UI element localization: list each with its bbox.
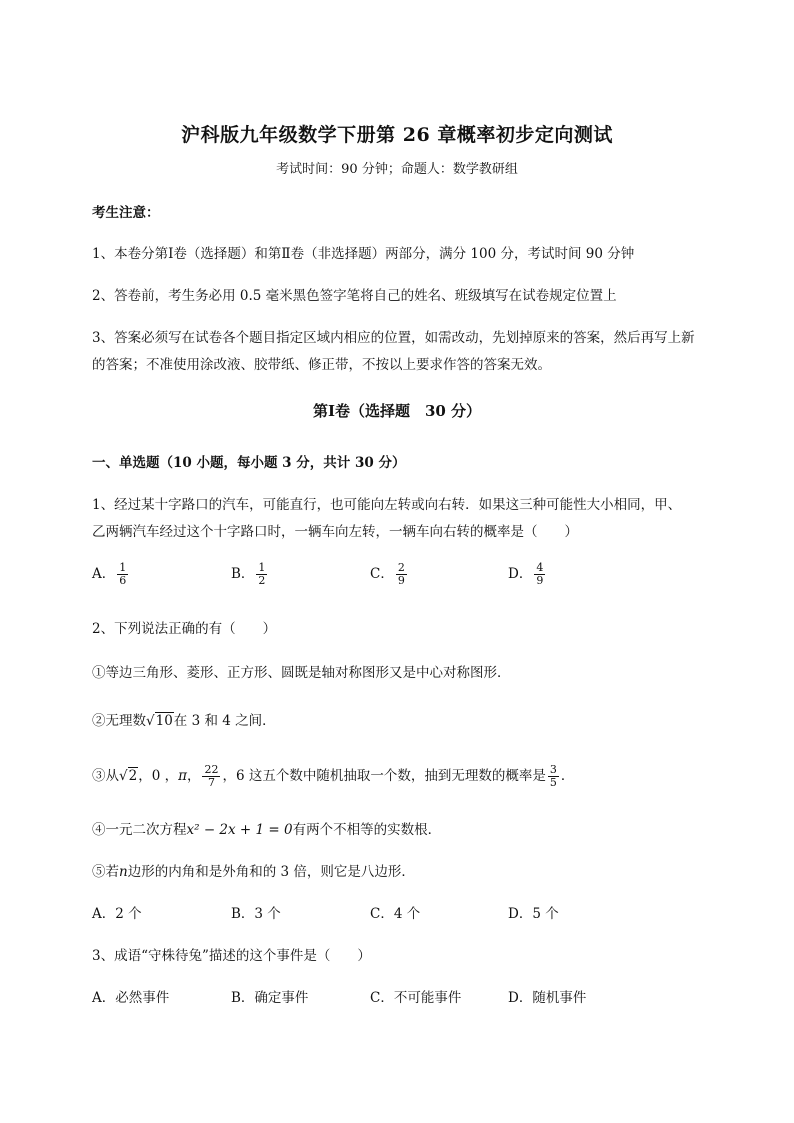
q3-stem: 3、成语“守株待兔”描述的这个事件是（ ） — [92, 948, 371, 964]
page-subtitle: 考试时间：90 分钟；命题人：数学教研组 — [276, 162, 518, 177]
q1-line-2: 乙两辆汽车经过这个十字路口时，一辆车向左转，一辆车向右转的概率是（ ） — [92, 524, 578, 540]
fraction: $\frac{3}{5}$ — [549, 763, 557, 790]
q2-option-d: D．5 个 — [508, 906, 559, 922]
q2-option-c: C．4 个 — [370, 906, 421, 922]
fraction: $\frac{22}{7}$ — [204, 763, 219, 790]
q1-option-d: D． $\frac{4}{9}$ — [508, 561, 544, 588]
q3-option-a: A．必然事件 — [92, 990, 170, 1006]
q2-option-a: A．2 个 — [92, 906, 142, 922]
fraction: $\frac{1}{6}$ — [119, 561, 127, 588]
fraction: $\frac{1}{2}$ — [258, 561, 266, 588]
fraction: $\frac{2}{9}$ — [397, 561, 405, 588]
notice-item-1: 1、本卷分第Ⅰ卷（选择题）和第Ⅱ卷（非选择题）两部分，满分 100 分，考试时间 90 分钟 — [92, 246, 635, 262]
fraction: $\frac{4}{9}$ — [536, 561, 544, 588]
sqrt-symbol: √10 — [146, 713, 173, 729]
part-1-heading: 第Ⅰ卷（选择题 30 分） — [312, 402, 482, 420]
notice-heading: 考生注意： — [92, 205, 160, 221]
equation: x² − 2x + 1 = 0 — [186, 822, 293, 838]
q2-stem: 2、下列说法正确的有（ ） — [92, 621, 277, 637]
q2-option-b: B．3 个 — [231, 906, 281, 922]
q2-statement-5: ⑤若n边形的内角和是外角和的 3 倍，则它是八边形． — [92, 864, 415, 880]
q3-option-c: C．不可能事件 — [370, 990, 462, 1006]
q1-option-c: C． $\frac{2}{9}$ — [370, 561, 405, 588]
page-title: 沪科版九年级数学下册第 26 章概率初步定向测试 — [181, 124, 613, 146]
sqrt-symbol: √2 — [119, 768, 138, 785]
q1-line-1: 1、经过某十字路口的汽车，可能直行，也可能向左转或向右转．如果这三种可能性大小相同，甲、 — [92, 497, 682, 513]
section-heading: 一、单选题（10 小题，每小题 3 分，共计 30 分） — [92, 455, 406, 471]
q2-statement-3: ③从√2，0 ，π， $\frac{22}{7}$ ，6 这五个数中随机抽取一个数，抽到无理数的概率是 $\frac{3}{5}$ ． — [92, 763, 575, 790]
q2-statement-2: ②无理数√10在 3 和 4 之间． — [92, 713, 276, 729]
q2-statement-4: ④一元二次方程x² − 2x + 1 = 0有两个不相等的实数根． — [92, 822, 442, 838]
q1-option-b: B． $\frac{1}{2}$ — [231, 561, 266, 588]
notice-item-3-line-1: 3、答案必须写在试卷各个题目指定区域内相应的位置，如需改动，先划掉原来的答案，然后再写上新 — [92, 330, 695, 346]
q3-option-b: B．确定事件 — [231, 990, 309, 1006]
notice-item-2: 2、答卷前，考生务必用 0.5 毫米黑色签字笔将自己的姓名、班级填写在试卷规定位置上 — [92, 288, 617, 304]
q1-option-a: A． $\frac{1}{6}$ — [92, 561, 127, 588]
notice-item-3-line-2: 的答案；不准使用涂改液、胶带纸、修正带，不按以上要求作答的答案无效。 — [92, 357, 551, 373]
q3-option-d: D．随机事件 — [508, 990, 587, 1006]
q2-statement-1: ①等边三角形、菱形、正方形、圆既是轴对称图形又是中心对称图形． — [92, 665, 511, 681]
